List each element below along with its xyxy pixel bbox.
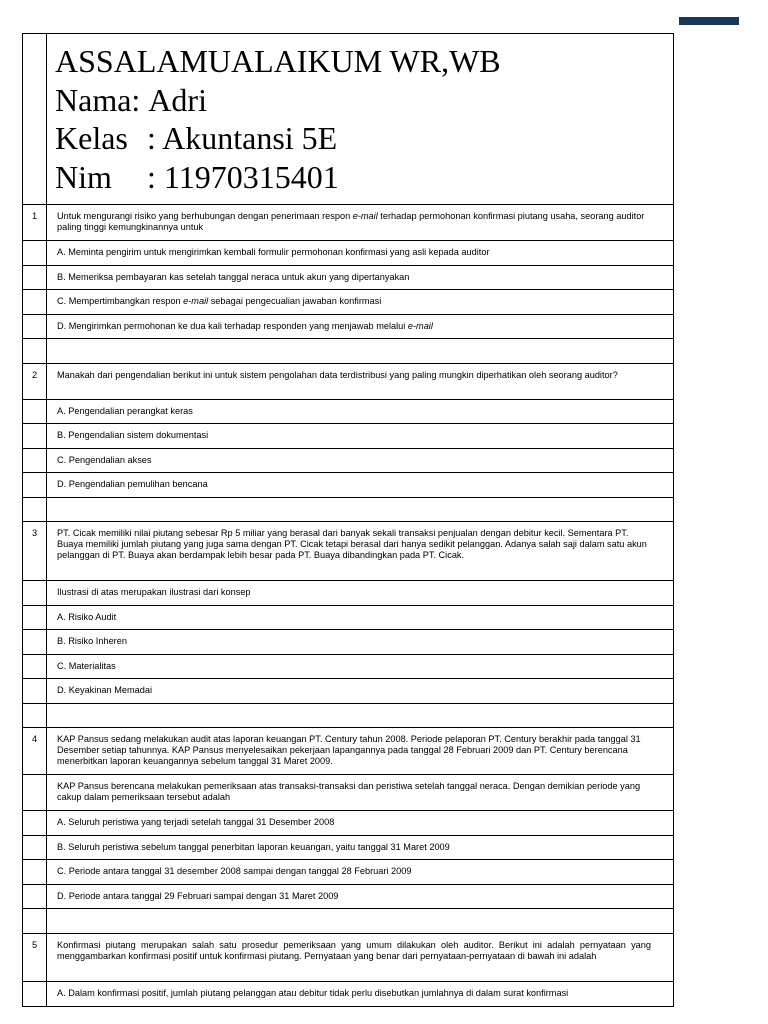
blank-row <box>23 498 673 523</box>
prompt-text: terhadap permohonan konfirmasi piutang usaha, seorang auditor paling tinggi kemungkinannya untuk <box>57 211 645 232</box>
greeting: ASSALAMUALAIKUM WR,WB <box>55 43 501 79</box>
question-prompt <box>47 205 673 240</box>
option-row <box>23 811 673 836</box>
option-c[interactable] <box>47 290 673 314</box>
question-prompt: Manakah dari pengendalian berikut ini untuk sistem pengolahan data terdistribusi yang paling mungkin diperhatikan oleh seorang auditor? <box>57 369 618 380</box>
question-row <box>23 522 673 581</box>
option-c[interactable]: C. Materialitas <box>57 660 116 671</box>
class-value: : Akuntansi 5E <box>147 120 338 156</box>
question-row <box>23 728 673 775</box>
nim-label: Nim <box>55 158 112 195</box>
option-row <box>23 606 673 631</box>
option-emphasis: e-mail <box>407 320 433 331</box>
name-line <box>55 81 673 120</box>
prompt-emphasis: e-mail <box>352 211 378 221</box>
question-subprompt: KAP Pansus berencana melakukan pemeriksaan atas transaksi-transaksi dan peristiwa setelah tanggal neraca. Dengan demikian periode yang cakup dalam pemeriksaan tersebut adalah <box>57 781 641 802</box>
blank-row <box>23 909 673 934</box>
question-prompt: Konfirmasi piutang merupakan salah satu prosedur pemeriksaan yang umum dilakukan oleh auditor. Berikut ini adalah pernyataan yang menggambarkan konfirmasi positif untuk konfirmasi piutang. Pernyataan yang benar dari pernyataan-pernyataan di bawah ini adalah <box>57 939 651 961</box>
blank-row <box>23 339 673 364</box>
option-d[interactable]: D. Pengendalian pemulihan bencana <box>57 479 208 489</box>
option-b[interactable]: B. Pengendalian sistem dokumentasi <box>57 430 209 440</box>
option-d[interactable]: D. Periode antara tanggal 29 Februari sampai dengan 31 Maret 2009 <box>57 890 339 901</box>
option-a[interactable]: A. Meminta pengirim untuk mengirimkan kembali formulir permohonan konfirmasi yang asli kepada auditor <box>57 247 490 257</box>
question-row <box>23 205 673 241</box>
option-row <box>23 982 673 1007</box>
option-row <box>23 836 673 861</box>
option-a[interactable]: A. Pengendalian perangkat keras <box>57 405 193 416</box>
option-row <box>23 473 673 498</box>
option-emphasis: e-mail <box>183 296 209 306</box>
option-text: C. Mempertimbangkan respon <box>57 296 184 306</box>
option-row <box>23 266 673 291</box>
class-label: Kelas <box>55 120 128 156</box>
class-line <box>55 119 673 158</box>
option-b[interactable]: B. Seluruh peristiwa sebelum tanggal penerbitan laporan keuangan, yaitu tanggal 31 Maret 2009 <box>57 841 450 852</box>
option-text: D. Mengirimkan permohonan ke dua kali terhadap responden yang menjawab melalui <box>57 320 408 331</box>
option-row <box>23 290 673 315</box>
option-row <box>23 655 673 680</box>
option-b[interactable]: B. Risiko Inheren <box>57 636 127 646</box>
nim-value: : 11970315401 <box>147 158 339 195</box>
question-prompt: PT. Cicak memiliki nilai piutang sebesar Rp 5 miliar yang berasal dari banyak sekali transaksi penjualan dengan debitur kecil. Sementara PT. Buaya memiliki jumlah piutang yang juga sama dengan PT. Cicak tetapi berasal dari hanya sedikit pelanggan. Adanya salah saji dalam satu akun pelanggan di PT. Buaya akan berdampak lebih besar pada PT. Buaya dibandingkan pada PT. Cicak. <box>57 528 647 560</box>
question-subprompt: Ilustrasi di atas merupakan ilustrasi dari konsep <box>57 587 251 597</box>
prompt-text: Untuk mengurangi risiko yang berhubungan dengan penerimaan respon <box>57 211 353 221</box>
subprompt-row <box>23 775 673 811</box>
question-row <box>23 934 673 982</box>
question-number: 5 <box>23 934 47 981</box>
option-c[interactable]: C. Periode antara tanggal 31 desember 2008 sampai dengan tanggal 28 Februari 2009 <box>57 866 412 876</box>
option-a[interactable]: A. Seluruh peristiwa yang terjadi setelah tanggal 31 Desember 2008 <box>57 817 335 827</box>
header-number-cell <box>23 34 47 204</box>
option-d[interactable]: D. Keyakinan Memadai <box>57 685 152 695</box>
option-text: sebagai pengecualian jawaban konfirmasi <box>208 296 382 306</box>
option-c[interactable]: C. Pengendalian akses <box>57 454 152 465</box>
subprompt-row <box>23 581 673 606</box>
name-label: Nama: <box>55 81 141 118</box>
nim-line <box>55 158 673 197</box>
option-row <box>23 315 673 340</box>
option-row <box>23 241 673 266</box>
question-row <box>23 364 673 400</box>
option-a[interactable]: A. Risiko Audit <box>57 611 117 622</box>
option-d[interactable] <box>47 315 673 339</box>
question-number: 4 <box>23 728 47 774</box>
header-block <box>23 34 673 205</box>
option-row <box>23 449 673 474</box>
question-number: 2 <box>23 364 47 399</box>
question-number: 3 <box>23 522 47 580</box>
option-row <box>23 400 673 425</box>
option-row <box>23 424 673 449</box>
option-row <box>23 885 673 910</box>
option-b[interactable]: B. Memeriksa pembayaran kas setelah tanggal neraca untuk akun yang dipertanyakan <box>57 271 410 282</box>
corner-accent-bar <box>679 17 739 25</box>
question-sheet <box>22 33 674 1007</box>
question-number: 1 <box>23 205 47 240</box>
student-info <box>47 34 673 204</box>
option-row <box>23 630 673 655</box>
name-value: Adri <box>148 81 207 118</box>
option-row <box>23 679 673 704</box>
option-row <box>23 860 673 885</box>
question-prompt: KAP Pansus sedang melakukan audit atas laporan keuangan PT. Century tahun 2008. Periode pelaporan PT. Century berakhir pada tanggal 31 Desember setiap tahunnya. KAP Pansus menyelesaikan pekerjaan lapangannya pada tanggal 28 Februari 2009 dan PT. Century berencana menerbitkan laporan keuangannya sebelum tanggal 31 Maret 2009. <box>57 734 641 766</box>
blank-row <box>23 704 673 729</box>
option-a[interactable]: A. Dalam konfirmasi positif, jumlah piutang pelanggan atau debitur tidak perlu disebutkan jumlahnya di dalam surat konfirmasi <box>57 987 569 998</box>
